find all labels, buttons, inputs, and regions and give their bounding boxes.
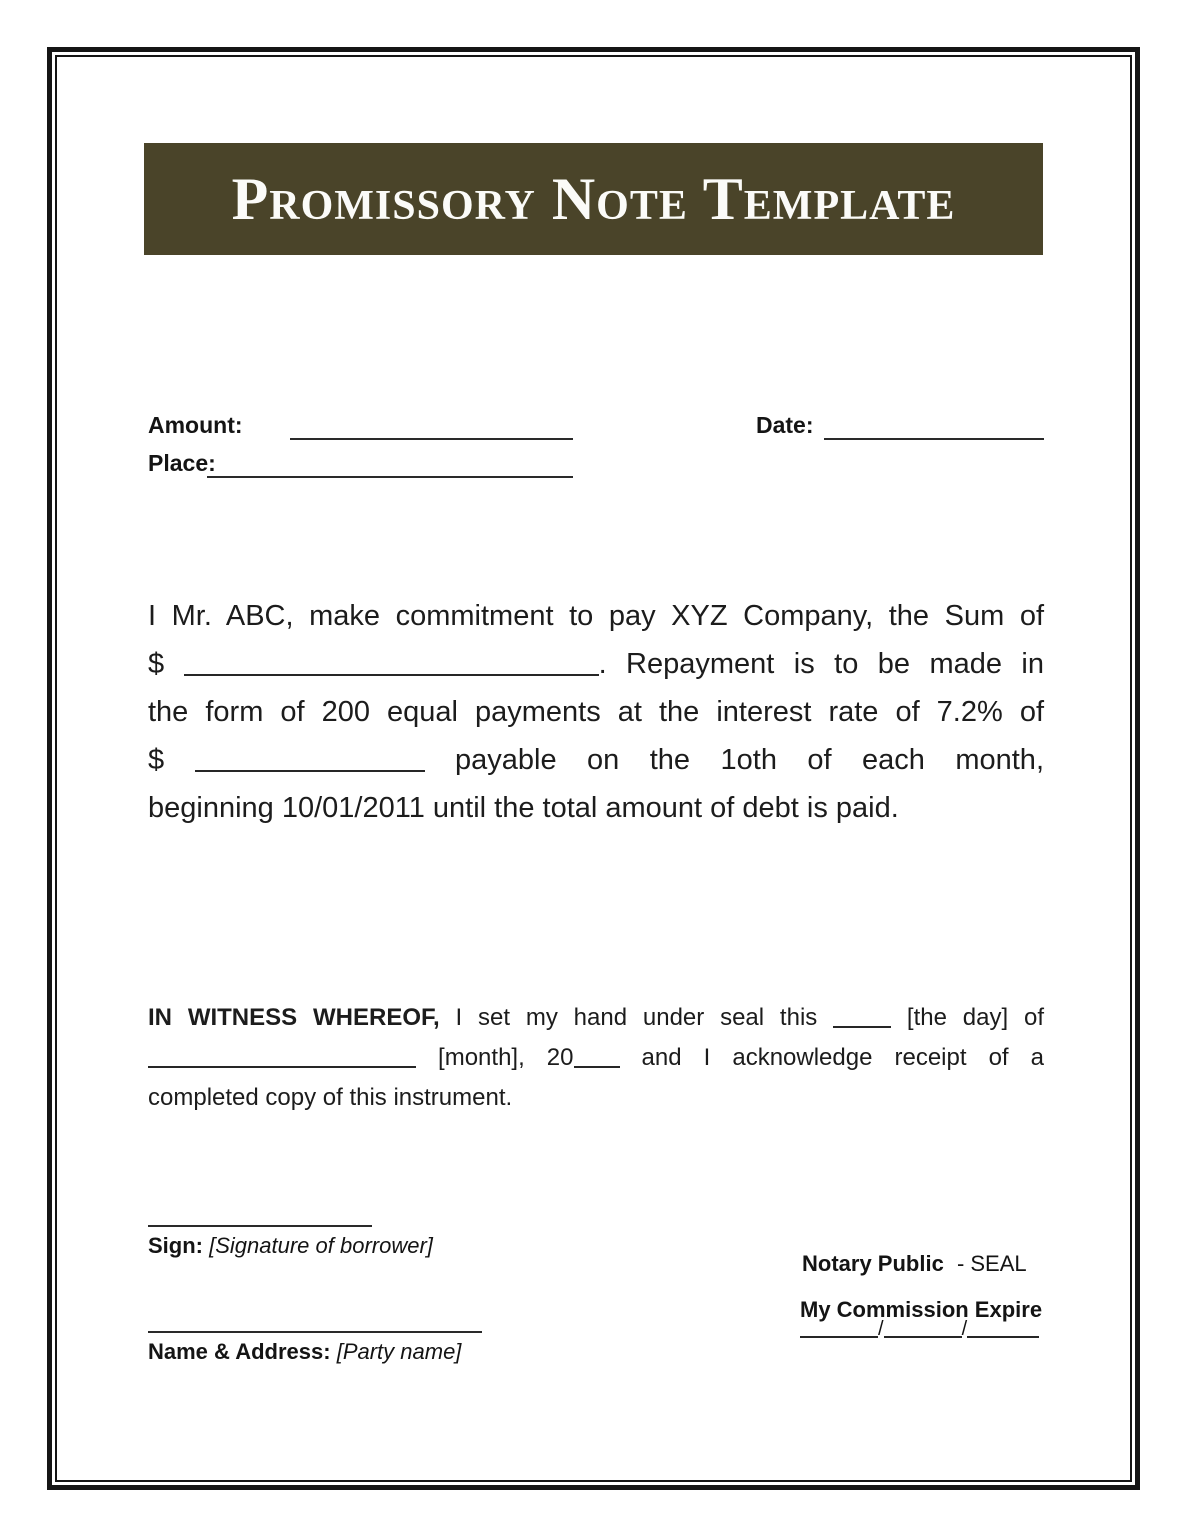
commission-expire-label: My Commission Expire: [800, 1297, 1043, 1322]
text-line: [800, 1318, 1039, 1341]
sign-caption: [148, 1233, 433, 1259]
place-label: Place:: [148, 450, 216, 476]
notary-caption: [802, 1251, 1027, 1277]
fill-in-blank: [967, 1324, 1039, 1338]
sign-fill-line: [148, 1225, 372, 1227]
text-segment: /: [961, 1318, 968, 1340]
place-fill-line: [207, 476, 573, 478]
text-line: [148, 784, 1044, 832]
text-segment: the form of 200 equal payments at the interest rate of 7.2% of: [148, 696, 1044, 728]
text-segment: I set my hand under seal this: [439, 1004, 834, 1031]
witness-paragraph: [148, 998, 1044, 1118]
name-address-caption: [148, 1339, 461, 1365]
text-segment: /: [878, 1318, 884, 1340]
text-segment: completed copy of this instrument.: [148, 1084, 513, 1111]
amount-fill-line: [290, 438, 573, 440]
fill-in-blank: [184, 662, 599, 676]
commitment-paragraph: [148, 592, 1044, 832]
text-line: [148, 998, 1044, 1038]
date-fill-line: [824, 438, 1044, 440]
text-line: [148, 736, 1044, 784]
text-segment: . Repayment is to be made in: [598, 648, 1044, 680]
text-segment: IN WITNESS WHEREOF,: [148, 1004, 440, 1031]
fill-in-blank: [833, 1014, 891, 1028]
page-title: Promissory Note Template: [231, 165, 956, 232]
name-address-fill-line: [148, 1331, 482, 1333]
title-bar: [144, 143, 1043, 255]
text-segment: $: [148, 744, 195, 776]
fill-in-blank: [800, 1324, 878, 1338]
fill-in-blank: [148, 1054, 416, 1068]
text-line: [148, 688, 1044, 736]
sign-label: Sign:: [148, 1233, 203, 1258]
text-segment: payable on the 1oth of each month,: [424, 744, 1044, 776]
text-segment: I Mr. ABC, make commitment to pay XYZ Company, the Sum of: [148, 600, 1044, 632]
text-segment: and I acknowledge receipt of a: [619, 1044, 1044, 1071]
text-segment: $: [148, 648, 184, 680]
fill-in-blank: [195, 758, 425, 772]
name-address-label: Name & Address:: [148, 1339, 331, 1364]
notary-seal-suffix: - SEAL: [956, 1251, 1027, 1276]
text-line: [148, 1038, 1044, 1078]
name-address-hint: [Party name]: [336, 1339, 462, 1364]
commission-expiry-date-line: [800, 1318, 1039, 1341]
text-segment: [month], 20: [416, 1044, 574, 1071]
text-line: [148, 592, 1044, 640]
text-segment: beginning 10/01/2011 until the total amount of debt is paid.: [148, 792, 899, 824]
amount-label: Amount:: [148, 412, 243, 438]
text-line: [148, 1078, 1044, 1118]
date-label: Date:: [756, 412, 814, 438]
text-segment: [the day] of: [891, 1004, 1044, 1031]
sign-hint: [Signature of borrower]: [209, 1233, 433, 1258]
text-line: [148, 640, 1044, 688]
fill-in-blank: [574, 1054, 620, 1068]
fill-in-blank: [884, 1324, 962, 1338]
notary-public-label: Notary Public: [802, 1251, 944, 1276]
